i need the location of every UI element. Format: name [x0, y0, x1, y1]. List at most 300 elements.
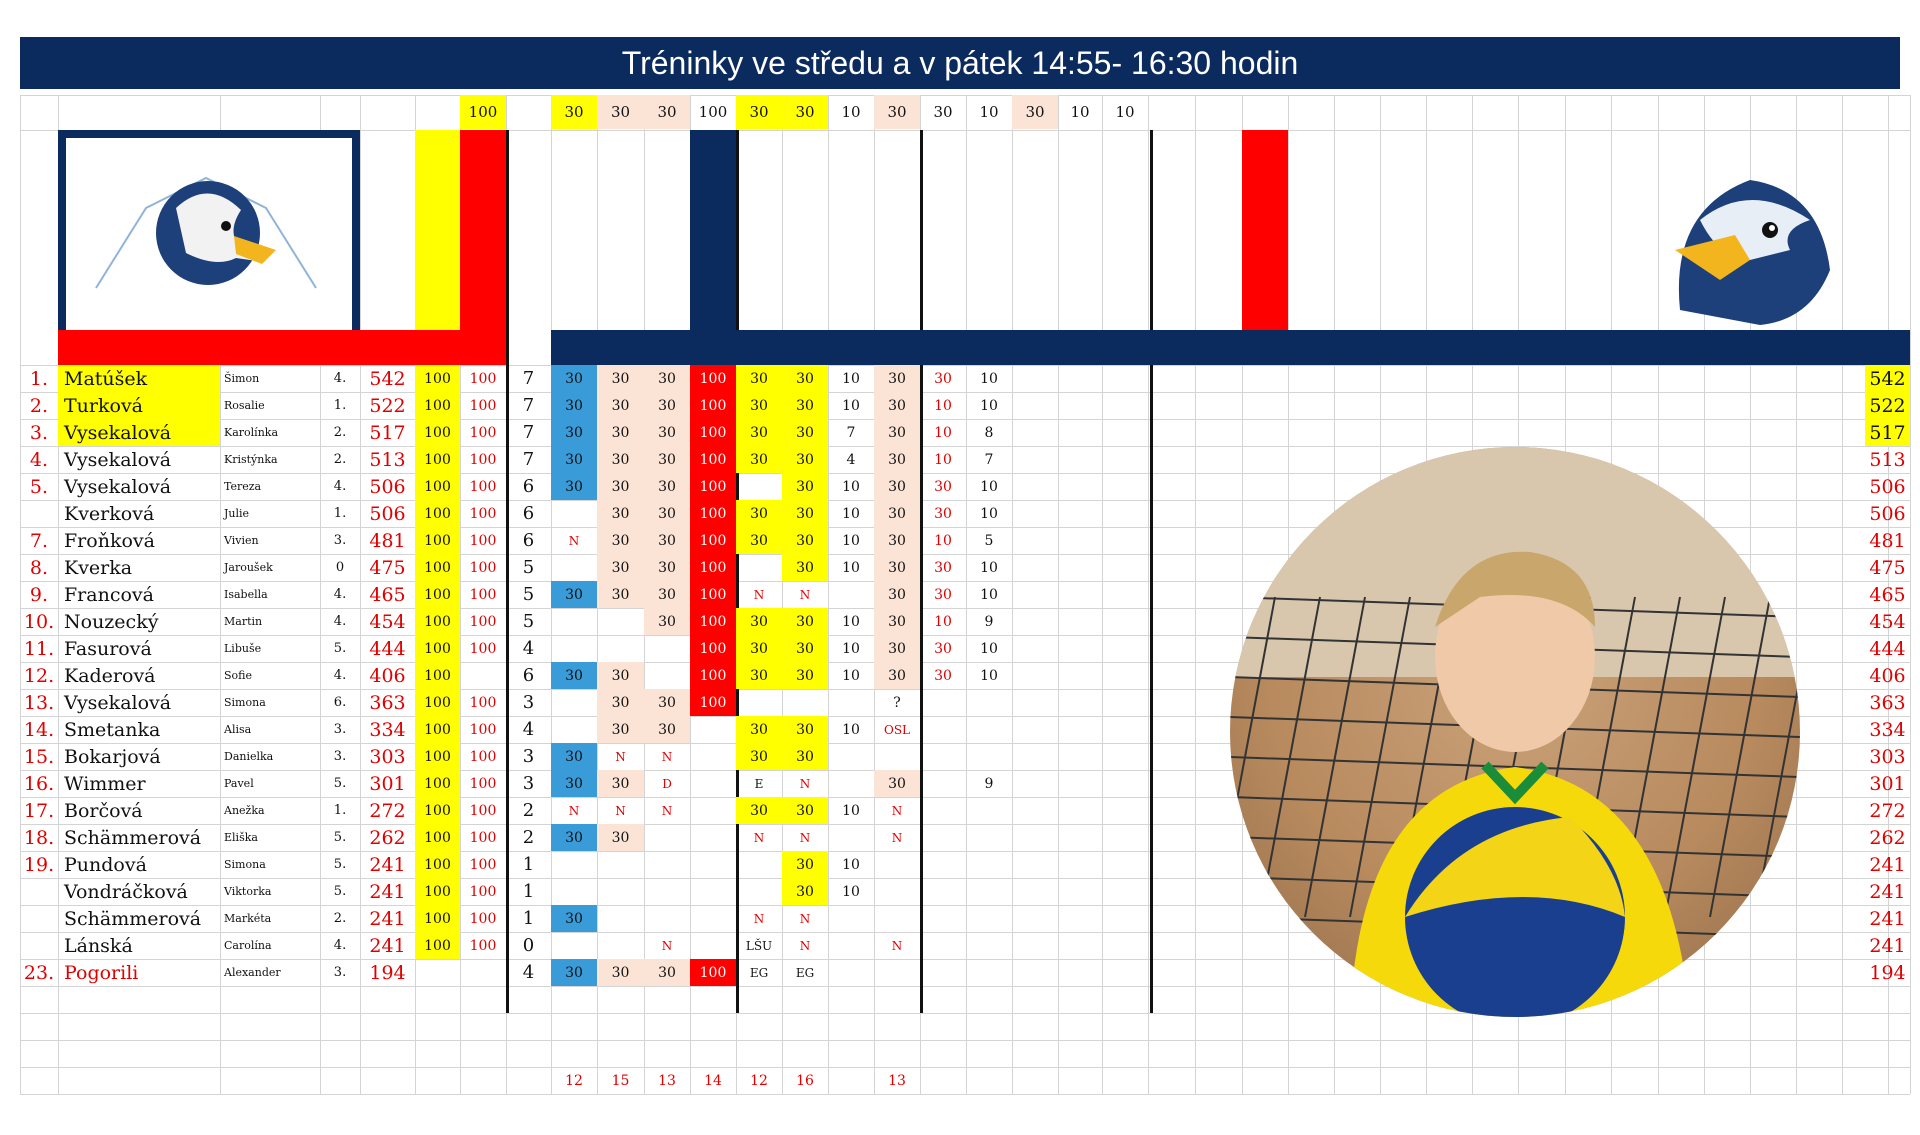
- session-score: 100: [690, 527, 736, 554]
- player-total: 272: [1869, 799, 1906, 822]
- session-score: [874, 851, 920, 878]
- session-score: 30: [597, 527, 644, 554]
- session-score: 9: [984, 613, 994, 630]
- session-score: 30: [597, 419, 644, 446]
- session-score: E: [754, 776, 764, 791]
- session-score: 30: [644, 392, 690, 419]
- session-score: [690, 824, 736, 851]
- session-score: [966, 905, 1012, 932]
- player-training-count: 3: [522, 746, 535, 767]
- session-score: 30: [782, 365, 828, 392]
- session-score: 30: [551, 770, 597, 797]
- player-grade: 3.: [333, 965, 347, 980]
- session-score: 30: [551, 473, 597, 500]
- session-score: 4: [846, 451, 856, 468]
- session-score: 100: [690, 473, 736, 500]
- session-score: [551, 689, 597, 716]
- player-rank: 4.: [29, 448, 49, 471]
- session-score: 10: [980, 505, 998, 522]
- session-score: [1012, 527, 1058, 554]
- session-score: [1102, 365, 1148, 392]
- session-score: 100: [690, 419, 736, 446]
- session-score: 30: [597, 770, 644, 797]
- player-prihlaska: 100: [415, 365, 460, 392]
- player-total: 481: [1869, 529, 1906, 552]
- session-score: 30: [934, 505, 952, 522]
- player-total: 517: [1865, 419, 1910, 446]
- session-score: 10: [842, 883, 860, 900]
- session-score: 10: [842, 370, 860, 387]
- session-score: 30: [782, 473, 828, 500]
- eagle-icon: [66, 138, 350, 352]
- session-score: [920, 824, 966, 851]
- session-score: [597, 635, 644, 662]
- player-points: 454: [369, 610, 406, 633]
- player-zaplaceno: 100: [469, 559, 497, 576]
- player-prihlaska: 100: [415, 878, 460, 905]
- session-score: N: [661, 938, 673, 953]
- player-rank: [20, 905, 58, 932]
- session-score: 30: [551, 959, 597, 986]
- session-score: [551, 554, 597, 581]
- player-training-count: 5: [522, 557, 535, 578]
- session-score: [1012, 365, 1058, 392]
- session-score: 30: [782, 743, 828, 770]
- session-score: 30: [597, 581, 644, 608]
- player-firstname: Isabella: [224, 588, 268, 601]
- session-score: [1102, 419, 1148, 446]
- attendance-total: [920, 1069, 966, 1092]
- session-score: [1102, 392, 1148, 419]
- session-score: 30: [644, 959, 690, 986]
- eagle-mascot: [1660, 150, 1840, 330]
- player-firstname: Markéta: [224, 912, 272, 925]
- session-score: [966, 743, 1012, 770]
- player-points: 241: [369, 907, 406, 930]
- session-score: 30: [782, 527, 828, 554]
- session-score: [1102, 500, 1148, 527]
- max-value: 10: [841, 103, 861, 121]
- player-prihlaska: 100: [415, 743, 460, 770]
- session-score: [1102, 554, 1148, 581]
- session-score: [551, 851, 597, 878]
- player-prihlaska: 100: [415, 608, 460, 635]
- session-score: 10: [842, 559, 860, 576]
- session-score: 9: [984, 775, 994, 792]
- session-score: 100: [690, 689, 736, 716]
- player-rank: [20, 500, 58, 527]
- player-surname: Nouzecký: [64, 610, 159, 633]
- session-score: 10: [842, 640, 860, 657]
- session-score: [1102, 473, 1148, 500]
- player-prihlaska: 100: [415, 797, 460, 824]
- player-zaplaceno: 100: [469, 532, 497, 549]
- logo-inner: [66, 138, 352, 357]
- attendance-total: [1102, 1069, 1148, 1092]
- session-score: 30: [597, 689, 644, 716]
- session-score: [1102, 905, 1148, 932]
- player-training-count: 4: [522, 719, 535, 740]
- player-surname: Fasurová: [64, 637, 152, 660]
- player-rank: 3.: [29, 421, 49, 444]
- player-zaplaceno: 100: [469, 910, 497, 927]
- player-points: 513: [369, 448, 406, 471]
- player-training-count: 7: [522, 368, 535, 389]
- player-total: 522: [1865, 392, 1910, 419]
- session-score: [1102, 527, 1148, 554]
- player-points: 334: [369, 718, 406, 741]
- player-firstname: Simona: [224, 696, 266, 709]
- player-rank: 23.: [23, 961, 55, 984]
- session-score: [644, 662, 690, 689]
- session-score: 5: [984, 532, 994, 549]
- grid-line-vertical: [1842, 95, 1843, 1094]
- player-firstname: Julie: [224, 507, 250, 520]
- player-surname: Kverka: [64, 556, 133, 579]
- session-score: 100: [690, 635, 736, 662]
- session-score: 8: [984, 424, 994, 441]
- player-firstname: Simona: [224, 858, 266, 871]
- player-points: 475: [369, 556, 406, 579]
- session-score: [644, 824, 690, 851]
- session-score: [1058, 851, 1102, 878]
- session-score: [1102, 743, 1148, 770]
- session-score: 30: [934, 370, 952, 387]
- session-score: [874, 743, 920, 770]
- session-score: 100: [690, 392, 736, 419]
- session-score: [1058, 824, 1102, 851]
- session-score: [1102, 770, 1148, 797]
- session-score: 30: [597, 500, 644, 527]
- session-score: 30: [782, 608, 828, 635]
- session-score: 30: [551, 662, 597, 689]
- session-score: [966, 797, 1012, 824]
- attendance-total: 12: [750, 1072, 768, 1089]
- session-score: 30: [597, 446, 644, 473]
- player-prihlaska: 100: [415, 392, 460, 419]
- player-grade: 4.: [333, 668, 347, 683]
- max-value: 30: [597, 95, 644, 129]
- player-points: 542: [369, 367, 406, 390]
- grid-line-vertical: [1148, 95, 1149, 1094]
- session-score: 30: [782, 635, 828, 662]
- session-score: 30: [782, 878, 828, 905]
- session-score: N: [615, 803, 626, 818]
- session-score: [1012, 878, 1058, 905]
- session-score: [874, 905, 920, 932]
- session-score: [736, 851, 782, 878]
- session-score: 30: [736, 500, 782, 527]
- session-score: [644, 878, 690, 905]
- session-score: [644, 905, 690, 932]
- player-rank: 10.: [23, 610, 55, 633]
- session-score: 30: [782, 500, 828, 527]
- session-score: [1012, 608, 1058, 635]
- player-points: 303: [369, 745, 406, 768]
- player-total: 241: [1869, 880, 1906, 903]
- player-surname: Matúšek: [58, 365, 220, 392]
- session-score: 30: [874, 662, 920, 689]
- session-score: [690, 878, 736, 905]
- session-score: [966, 932, 1012, 959]
- session-score: 30: [551, 365, 597, 392]
- session-score: 30: [644, 365, 690, 392]
- session-score: N: [661, 749, 673, 764]
- session-score: 10: [980, 586, 998, 603]
- session-score: 30: [644, 527, 690, 554]
- player-grade: 0: [335, 560, 345, 575]
- player-prihlaska: 100: [415, 473, 460, 500]
- attendance-total: 14: [704, 1072, 722, 1089]
- player-surname: Kverková: [64, 502, 155, 525]
- player-zaplaceno: 100: [469, 424, 497, 441]
- player-grade: 1.: [333, 398, 347, 413]
- player-grade: 4.: [333, 938, 347, 953]
- session-score: [1012, 770, 1058, 797]
- session-score: 30: [551, 446, 597, 473]
- session-score: 10: [842, 532, 860, 549]
- session-score: 30: [644, 689, 690, 716]
- session-score: 30: [736, 743, 782, 770]
- player-firstname: Jaroušek: [224, 561, 273, 574]
- session-score: 30: [551, 419, 597, 446]
- player-total: 241: [1869, 853, 1906, 876]
- session-score: [1058, 743, 1102, 770]
- session-score: [966, 824, 1012, 851]
- player-points: 444: [369, 637, 406, 660]
- session-score: 30: [644, 581, 690, 608]
- player-training-count: 5: [522, 584, 535, 605]
- attendance-total: 15: [611, 1072, 630, 1089]
- player-rank: 17.: [23, 799, 55, 822]
- session-score: 10: [934, 397, 952, 414]
- max-value: 30: [551, 95, 597, 129]
- player-points: 301: [369, 772, 406, 795]
- player-firstname: Alexander: [224, 966, 281, 979]
- session-score: 100: [690, 446, 736, 473]
- session-score: N: [799, 911, 811, 926]
- player-prihlaska: 100: [415, 419, 460, 446]
- session-score: [828, 743, 874, 770]
- player-training-count: 4: [522, 962, 535, 983]
- session-score: 30: [874, 581, 920, 608]
- session-score: 30: [874, 392, 920, 419]
- session-score: [1102, 446, 1148, 473]
- grid-line-horizontal: [20, 1094, 1910, 1095]
- session-score: [1058, 878, 1102, 905]
- player-zaplaceno: 100: [469, 829, 497, 846]
- player-grade: 5.: [333, 641, 347, 656]
- player-surname: Vondráčková: [64, 880, 188, 903]
- session-score: [1012, 581, 1058, 608]
- session-score: 30: [597, 959, 644, 986]
- player-prihlaska: 100: [415, 851, 460, 878]
- session-score: 30: [551, 905, 597, 932]
- player-grade: 3.: [333, 722, 347, 737]
- session-score: 10: [934, 451, 952, 468]
- player-zaplaceno: 100: [469, 721, 497, 738]
- session-score: [1012, 392, 1058, 419]
- player-grade: 4.: [333, 371, 347, 386]
- session-score: 7: [846, 424, 856, 441]
- attendance-total: [1012, 1069, 1058, 1092]
- player-surname: Kaderová: [64, 664, 156, 687]
- session-score: LŠU: [745, 938, 773, 953]
- player-total: 262: [1869, 826, 1906, 849]
- session-score: [1058, 608, 1102, 635]
- session-score: [966, 851, 1012, 878]
- grid-line-vertical: [1195, 95, 1196, 1094]
- player-grade: 1.: [333, 506, 347, 521]
- player-rank: 2.: [29, 394, 49, 417]
- session-score: [1102, 608, 1148, 635]
- player-total: 506: [1869, 502, 1906, 525]
- max-value: 10: [1115, 103, 1135, 121]
- session-score: ?: [893, 694, 901, 711]
- player-surname: Froňková: [64, 529, 155, 552]
- player-zaplaceno: 100: [469, 856, 497, 873]
- max-value: 30: [1012, 95, 1058, 129]
- player-training-count: 6: [522, 476, 535, 497]
- session-score: [1058, 905, 1102, 932]
- player-zaplaceno: 100: [469, 937, 497, 954]
- player-training-count: 2: [522, 800, 535, 821]
- max-value: 30: [736, 95, 782, 129]
- session-score: 30: [736, 365, 782, 392]
- player-rank: 14.: [23, 718, 55, 741]
- player-points: 262: [369, 826, 406, 849]
- session-score: [1012, 662, 1058, 689]
- player-firstname: Danielka: [224, 750, 274, 763]
- session-score: 30: [597, 554, 644, 581]
- session-score: [597, 878, 644, 905]
- session-score: 30: [736, 716, 782, 743]
- session-score: 30: [736, 527, 782, 554]
- session-score: [1012, 905, 1058, 932]
- player-total: 241: [1869, 907, 1906, 930]
- grid-line-vertical: [1910, 95, 1911, 1094]
- session-score: 30: [736, 392, 782, 419]
- player-grade: 2.: [333, 425, 347, 440]
- session-score: [1102, 932, 1148, 959]
- player-zaplaceno: 100: [469, 397, 497, 414]
- session-score: 30: [782, 797, 828, 824]
- player-prihlaska: 100: [415, 554, 460, 581]
- session-score: 30: [874, 419, 920, 446]
- player-zaplaceno: 100: [469, 451, 497, 468]
- session-score: 30: [597, 662, 644, 689]
- player-points: 465: [369, 583, 406, 606]
- session-score: 30: [644, 446, 690, 473]
- session-score: [1012, 446, 1058, 473]
- session-score: [1012, 635, 1058, 662]
- player-surname: Pogorili: [64, 961, 139, 984]
- session-score: N: [615, 749, 626, 764]
- session-score: [597, 608, 644, 635]
- session-score: [920, 689, 966, 716]
- player-firstname: Pavel: [224, 777, 254, 790]
- player-surname: Pundová: [64, 853, 147, 876]
- player-points: 241: [369, 853, 406, 876]
- player-grade: 3.: [333, 749, 347, 764]
- player-rank: 1.: [29, 367, 49, 390]
- player-rank: 8.: [29, 556, 49, 579]
- thick-separator: [1150, 130, 1153, 1013]
- session-score: [782, 689, 828, 716]
- session-score: 30: [644, 473, 690, 500]
- session-score: [828, 824, 874, 851]
- player-zaplaceno: 100: [469, 613, 497, 630]
- session-score: [597, 932, 644, 959]
- session-score: 30: [782, 716, 828, 743]
- session-score: 30: [597, 824, 644, 851]
- max-value: 10: [1070, 103, 1090, 121]
- session-score: [1058, 365, 1102, 392]
- session-score: N: [568, 803, 580, 818]
- session-score: 10: [842, 856, 860, 873]
- session-score: [920, 716, 966, 743]
- player-surname: Borčová: [64, 799, 143, 822]
- session-score: [920, 932, 966, 959]
- session-score: [690, 851, 736, 878]
- session-score: [1058, 473, 1102, 500]
- player-prihlaska: 100: [415, 527, 460, 554]
- session-score: [1012, 743, 1058, 770]
- player-points: 363: [369, 691, 406, 714]
- session-score: 30: [874, 635, 920, 662]
- session-score: 30: [644, 716, 690, 743]
- session-score: [1012, 473, 1058, 500]
- player-surname: Turková: [58, 392, 220, 419]
- player-rank: 12.: [23, 664, 55, 687]
- max-value: 30: [933, 103, 953, 121]
- session-score: 100: [690, 500, 736, 527]
- player-training-count: 3: [522, 773, 535, 794]
- player-surname: Bokarjová: [64, 745, 161, 768]
- player-firstname: Martin: [224, 615, 263, 628]
- player-firstname: Libuše: [224, 642, 262, 655]
- player-prihlaska: 100: [415, 446, 460, 473]
- player-prihlaska: 100: [415, 500, 460, 527]
- session-score: [966, 878, 1012, 905]
- ranking-label: [58, 330, 506, 365]
- attendance-total: [1058, 1069, 1102, 1092]
- player-zaplaceno: 100: [469, 586, 497, 603]
- session-score: 30: [551, 581, 597, 608]
- player-training-count: 7: [522, 395, 535, 416]
- player-total: 363: [1869, 691, 1906, 714]
- player-prihlaska: 100: [415, 662, 460, 689]
- session-score: [966, 689, 1012, 716]
- session-score: N: [799, 587, 811, 602]
- page-title: Tréninky ve středu a v pátek 14:55- 16:30 hodin: [20, 37, 1900, 89]
- session-score: [874, 959, 920, 986]
- attendance-total: 16: [796, 1072, 814, 1089]
- player-training-count: 6: [522, 530, 535, 551]
- player-rank: 19.: [23, 853, 55, 876]
- player-zaplaceno: 100: [469, 694, 497, 711]
- player-firstname: Alisa: [224, 723, 252, 736]
- session-score: N: [753, 911, 765, 926]
- player-training-count: 2: [522, 827, 535, 848]
- session-score: N: [753, 587, 765, 602]
- player-total: 506: [1869, 475, 1906, 498]
- session-score: [597, 905, 644, 932]
- session-score: [1012, 824, 1058, 851]
- session-score: 30: [874, 473, 920, 500]
- player-firstname: Eliška: [224, 831, 258, 844]
- player-total: 406: [1869, 664, 1906, 687]
